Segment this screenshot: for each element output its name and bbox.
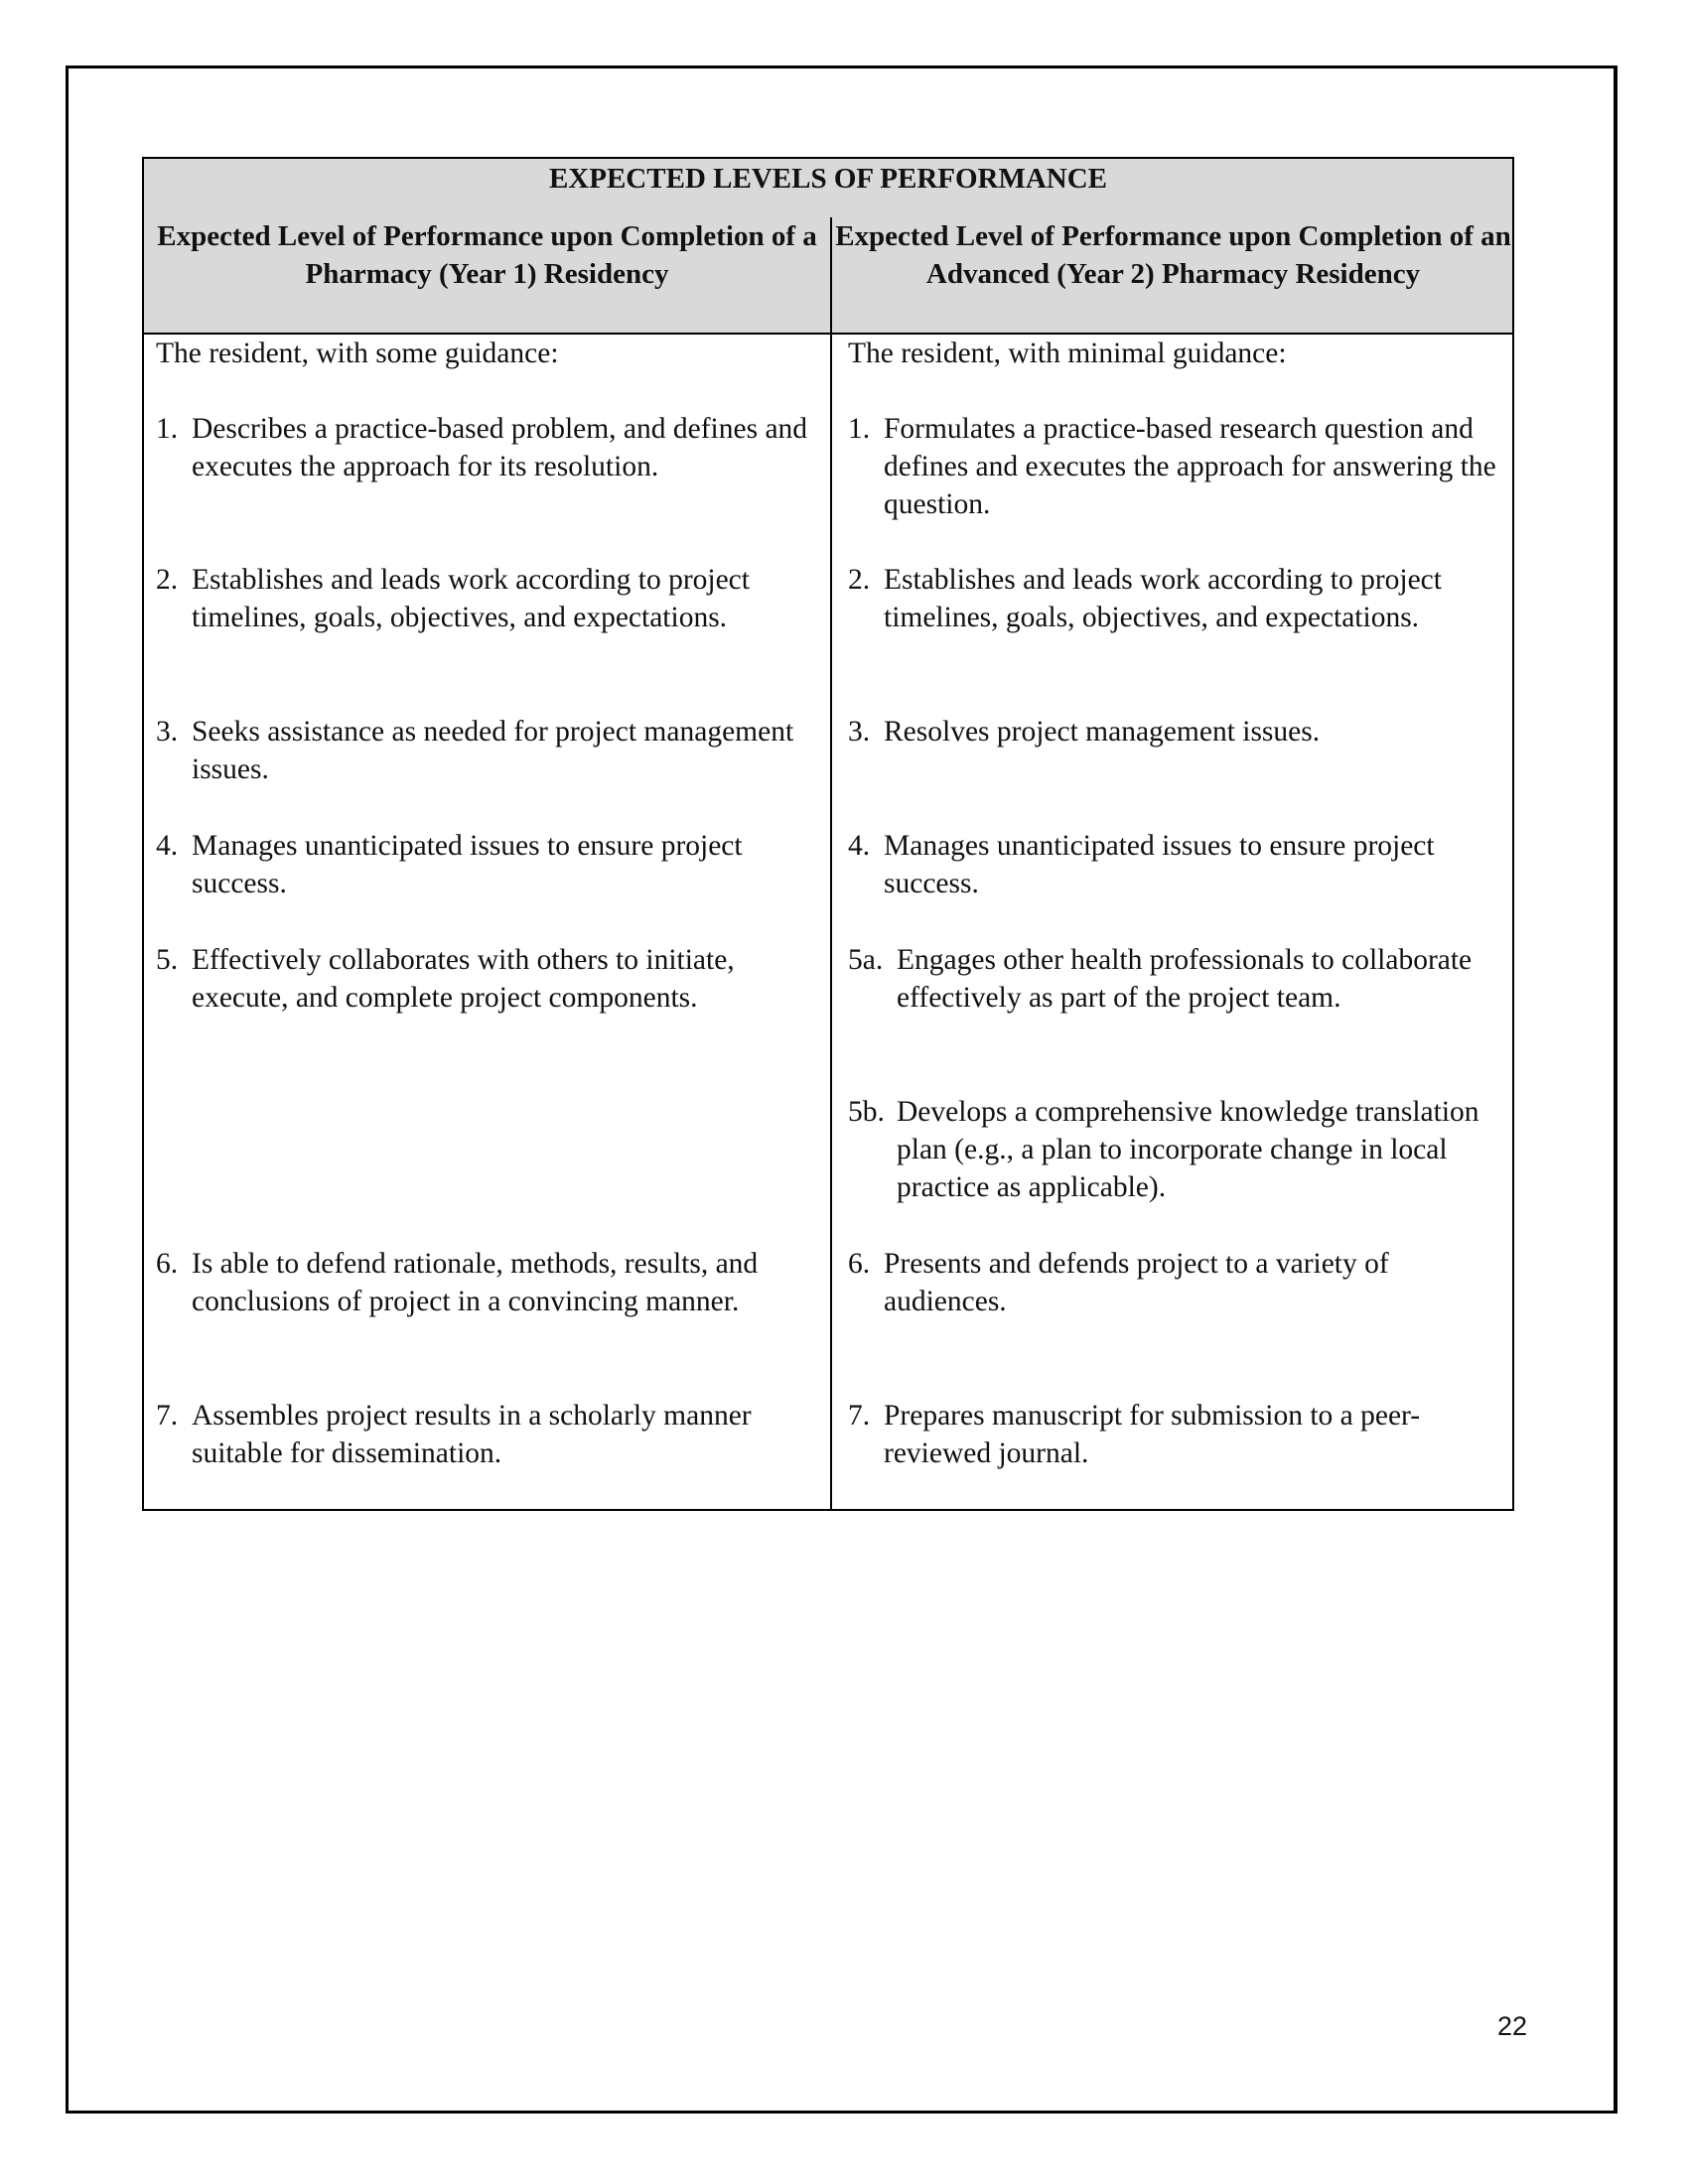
year1-column <box>156 333 823 1509</box>
list-item: 5. Effectively collaborates with others to initiate, execute, and complete project components. <box>156 944 735 1014</box>
list-item: 6. Is able to defend rationale, methods, results, and conclusions of project in a convincing manner. <box>156 1248 759 1317</box>
list-item: 6. Presents and defends project to a variety of audiences. <box>848 1248 1389 1317</box>
year2-column <box>848 333 1508 1509</box>
column-divider <box>830 217 832 1509</box>
list-item: 3. Seeks assistance as needed for project management issues. <box>156 716 794 785</box>
list-item: 2. Establishes and leads work according to project timelines, goals, objectives, and expectations. <box>156 564 750 633</box>
year1-intro: The resident, with some guidance: <box>156 338 559 369</box>
performance-table <box>142 157 1514 1511</box>
list-item: 5b. Develops a comprehensive knowledge translation plan (e.g., a plan to incorporate change in local practice as applicable). <box>848 1096 1479 1203</box>
list-item: 3. Resolves project management issues. <box>848 716 1321 748</box>
year2-intro: The resident, with minimal guidance: <box>848 338 1287 369</box>
list-item: 4. Manages unanticipated issues to ensure project success. <box>848 830 1435 899</box>
list-item: 7. Prepares manuscript for submission to a peer-reviewed journal. <box>848 1400 1421 1469</box>
list-item: 4. Manages unanticipated issues to ensure project success. <box>156 830 743 899</box>
list-item: 5a. Engages other health professionals to collaborate effectively as part of the project team. <box>848 944 1473 1014</box>
column-header-year1: Expected Level of Performance upon Completion of a Pharmacy (Year 1) Residency <box>157 220 817 290</box>
list-item: 1. Formulates a practice-based research question and defines and executes the approach for answering the question. <box>848 413 1496 520</box>
table-title: EXPECTED LEVELS OF PERFORMANCE <box>144 159 1512 219</box>
page-number: 22 <box>1497 2011 1528 2041</box>
list-item: 7. Assembles project results in a scholarly manner suitable for dissemination. <box>156 1400 752 1469</box>
column-header-row <box>144 217 1512 335</box>
list-item: 2. Establishes and leads work according to project timelines, goals, objectives, and expectations. <box>848 564 1442 633</box>
column-header-year2: Expected Level of Performance upon Completion of an Advanced (Year 2) Pharmacy Residency <box>835 220 1511 290</box>
list-item: 1. Describes a practice-based problem, and defines and executes the approach for its resolution. <box>156 413 808 482</box>
